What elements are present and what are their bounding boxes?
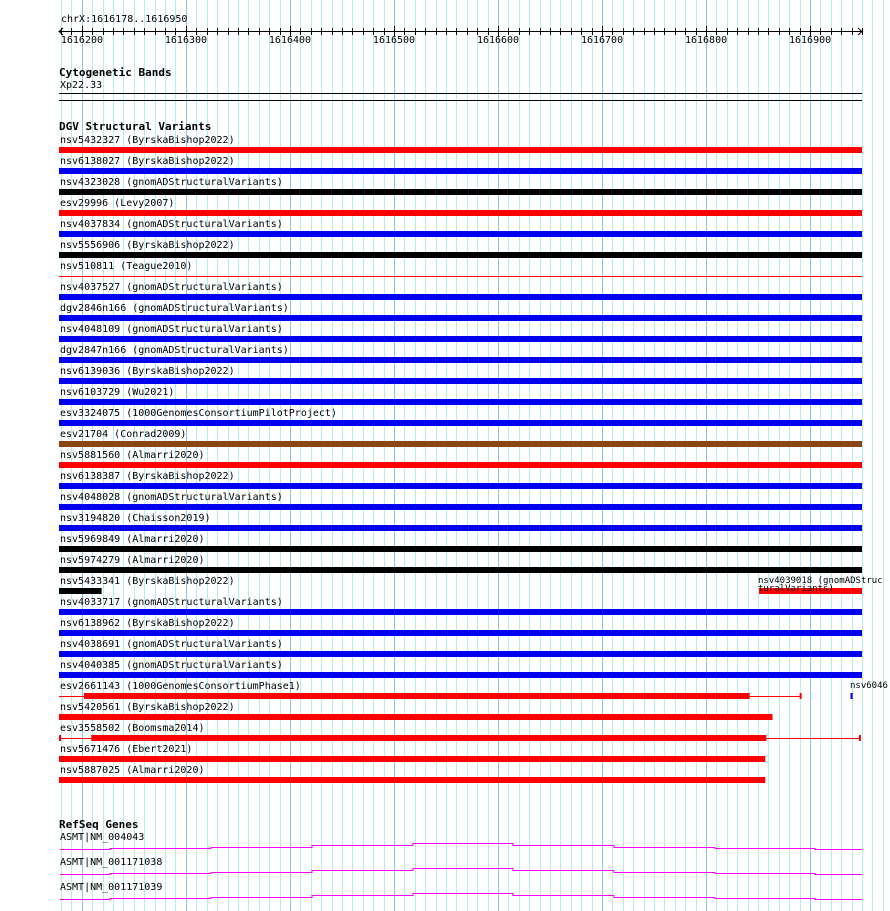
variant-label[interactable]: esv3558502 (Boomsma2014) (60, 723, 205, 734)
variant-label[interactable]: nsv4040385 (gnomADStructuralVariants) (60, 660, 283, 671)
variant-label[interactable]: esv21704 (Conrad2009) (60, 429, 187, 440)
variant-label[interactable]: nsv6138962 (ByrskaBishop2022) (60, 618, 235, 629)
dgv-track-title: DGV Structural Variants (59, 120, 212, 133)
cytoband-label: Xp22.33 (60, 80, 103, 91)
variant-label[interactable]: nsv4037527 (gnomADStructuralVariants) (60, 282, 283, 293)
gene-label[interactable]: ASMT|NM_001171039 (60, 882, 163, 893)
variant-label[interactable]: esv2661143 (1000GenomesConsortiumPhase1) (60, 681, 301, 692)
ruler-tick-label: 1616600 (476, 35, 520, 46)
variant-label[interactable]: nsv6046 (850, 681, 888, 691)
ruler-tick-label: 1616200 (60, 35, 104, 46)
variant-label[interactable]: dgv2847n166 (gnomADStructuralVariants) (60, 345, 289, 356)
variant-label[interactable]: nsv4039018 (gnomADStructuralVariants) (758, 576, 883, 594)
gene-label[interactable]: ASMT|NM_001171038 (60, 857, 163, 868)
gene-label[interactable]: ASMT|NM_004043 (60, 832, 145, 843)
ruler-tick-label: 1616800 (684, 35, 728, 46)
gene-intron-line (60, 844, 862, 850)
location-label: chrX:1616178..1616950 (61, 14, 188, 25)
variant-label[interactable]: nsv6139036 (ByrskaBishop2022) (60, 366, 235, 377)
variant-label[interactable]: esv29996 (Levy2007) (60, 198, 175, 209)
variant-label[interactable]: nsv4323028 (gnomADStructuralVariants) (60, 177, 283, 188)
variant-label[interactable]: nsv3194820 (Chaisson2019) (60, 513, 211, 524)
variant-label[interactable]: nsv5432327 (ByrskaBishop2022) (60, 135, 235, 146)
ruler-tick-label: 1616900 (788, 35, 832, 46)
variant-label[interactable]: nsv4038691 (gnomADStructuralVariants) (60, 639, 283, 650)
ruler-tick-label: 1616500 (372, 35, 416, 46)
variant-label[interactable]: nsv6138387 (ByrskaBishop2022) (60, 471, 235, 482)
variant-label[interactable]: nsv5887025 (Almarri2020) (60, 765, 205, 776)
variant-label[interactable]: nsv5671476 (Ebert2021) (60, 744, 193, 755)
variant-label[interactable]: nsv4037834 (gnomADStructuralVariants) (60, 219, 283, 230)
cytoband-track-title: Cytogenetic Bands (59, 66, 172, 79)
gene-intron-line (60, 894, 862, 900)
variant-label[interactable]: nsv5433341 (ByrskaBishop2022) (60, 576, 235, 587)
variant-label[interactable]: nsv6138027 (ByrskaBishop2022) (60, 156, 235, 167)
refseq-track-title: RefSeq Genes (59, 818, 139, 831)
variant-label[interactable]: nsv4048109 (gnomADStructuralVariants) (60, 324, 283, 335)
variant-label[interactable]: nsv5969849 (Almarri2020) (60, 534, 205, 545)
variant-label[interactable]: nsv5881560 (Almarri2020) (60, 450, 205, 461)
variant-label[interactable]: esv3324075 (1000GenomesConsortiumPilotProject) (60, 408, 337, 419)
ruler-tick-label: 1616300 (164, 35, 208, 46)
variant-label[interactable]: nsv6103729 (Wu2021) (60, 387, 175, 398)
variant-label[interactable]: nsv510811 (Teague2010) (60, 261, 193, 272)
variant-label[interactable]: nsv4033717 (gnomADStructuralVariants) (60, 597, 283, 608)
variant-label[interactable]: dgv2846n166 (gnomADStructuralVariants) (60, 303, 289, 314)
gene-intron-line (60, 869, 862, 875)
variant-label[interactable]: nsv4048028 (gnomADStructuralVariants) (60, 492, 283, 503)
ruler-tick-label: 1616400 (268, 35, 312, 46)
variant-label[interactable]: nsv5556906 (ByrskaBishop2022) (60, 240, 235, 251)
ruler-tick-label: 1616700 (580, 35, 624, 46)
variant-label[interactable]: nsv5420561 (ByrskaBishop2022) (60, 702, 235, 713)
variant-label[interactable]: nsv5974279 (Almarri2020) (60, 555, 205, 566)
